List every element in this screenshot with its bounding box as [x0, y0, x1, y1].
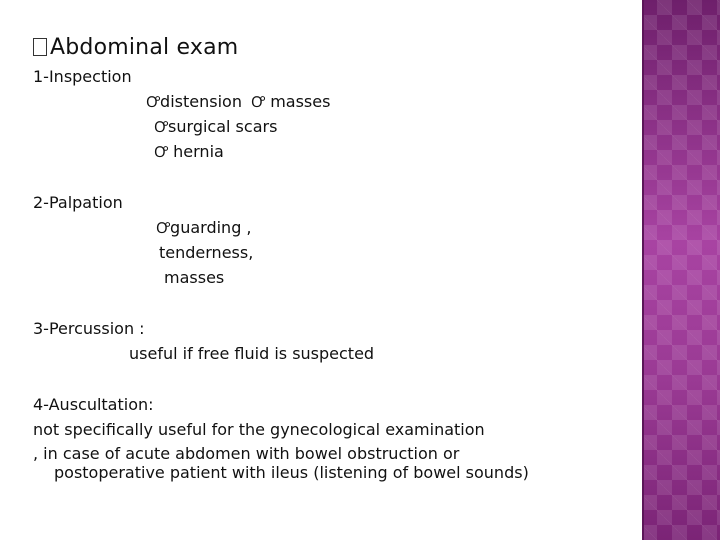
inspection-masses: masses: [270, 92, 331, 111]
palpation-heading: 2-Palpation: [33, 193, 123, 212]
auscultation-heading: 4-Auscultation:: [33, 395, 154, 414]
title-text: Abdominal exam: [50, 35, 239, 60]
percussion-heading: 3-Percussion :: [33, 319, 145, 338]
auscultation-line-3: postoperative patient with ileus (listening of bowel sounds): [54, 463, 529, 482]
auscultation-line-2: , in case of acute abdomen with bowel obstruction or: [33, 444, 460, 463]
inspection-line-2: [154, 117, 277, 137]
palpation-masses: masses: [164, 268, 225, 287]
bullet-icon: Ꝍ: [146, 93, 161, 111]
palpation-tenderness: tenderness,: [159, 243, 254, 262]
side-panel-edge: [642, 0, 644, 540]
decorative-side-panel: [642, 0, 720, 540]
inspection-line-1: [146, 92, 330, 112]
palpation-line-1: [156, 218, 252, 238]
auscultation-line-1: not specifically useful for the gynecological examination: [33, 420, 485, 439]
slide-title: [33, 35, 238, 61]
bullet-icon: Ꝍ: [251, 93, 266, 111]
inspection-surgical-scars: surgical scars: [168, 117, 278, 136]
inspection-distension: distension: [160, 92, 242, 111]
bullet-icon: Ꝍ: [154, 143, 169, 161]
percussion-line-1: useful if free fluid is suspected: [129, 344, 375, 363]
inspection-line-3: [154, 142, 224, 162]
inspection-heading: 1-Inspection: [33, 67, 132, 86]
bullet-icon: Ꝍ: [156, 219, 171, 237]
palpation-guarding: guarding ,: [170, 218, 252, 237]
bullet-icon: Ꝍ: [154, 118, 169, 136]
box-icon: [33, 38, 47, 56]
inspection-hernia: hernia: [173, 142, 224, 161]
